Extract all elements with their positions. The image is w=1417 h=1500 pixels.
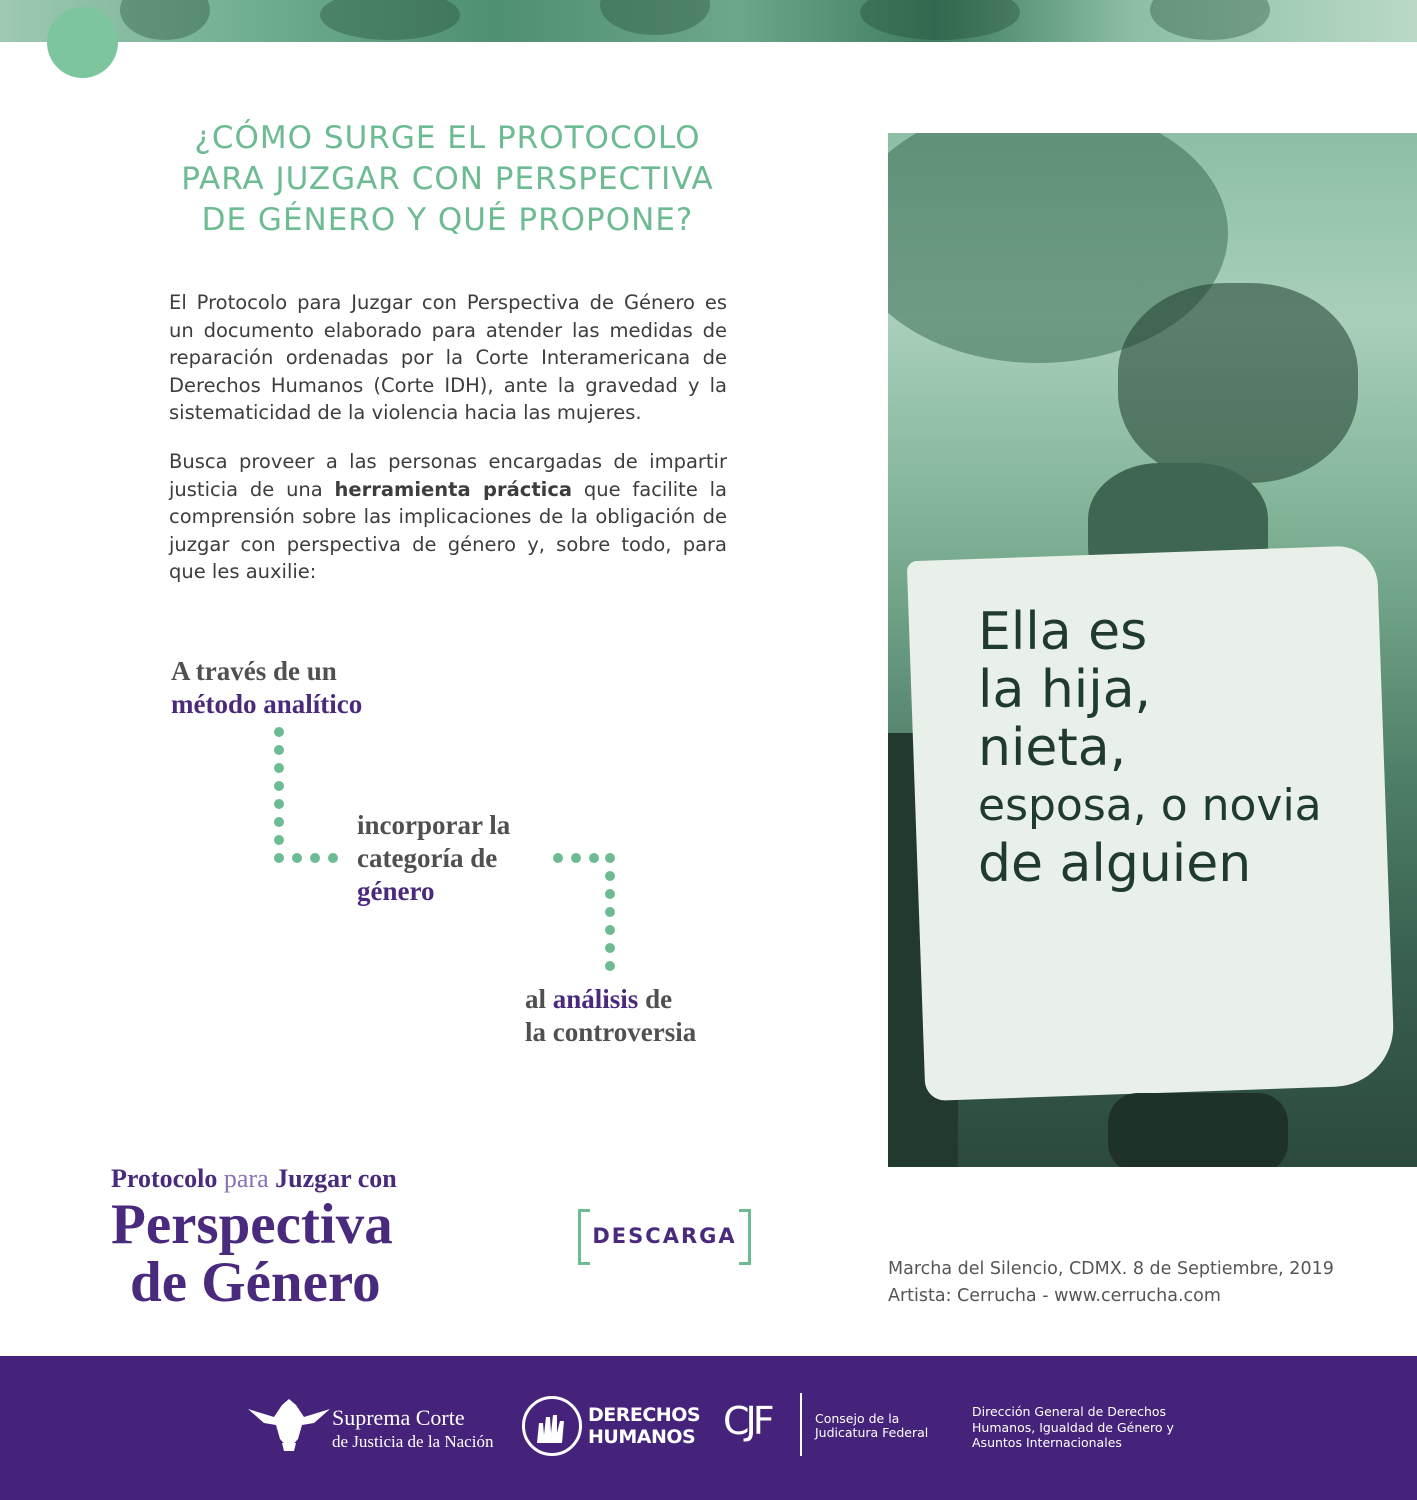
connector-dot bbox=[274, 763, 284, 773]
step-metodo-analitico: A través de un método analítico bbox=[171, 656, 363, 719]
connector-dot bbox=[274, 781, 284, 791]
protest-sign-text: Ella es la hija, nieta, esposa, o novia de alguien bbox=[978, 602, 1322, 894]
march-photo bbox=[888, 133, 1417, 1167]
connector-dot bbox=[605, 907, 615, 917]
connector-dot bbox=[274, 745, 284, 755]
step-analisis-controversia: al análisis de la controversia bbox=[525, 984, 697, 1047]
connector-dot bbox=[274, 727, 284, 737]
footer bbox=[0, 1356, 1417, 1500]
hands-icon bbox=[522, 1396, 582, 1456]
connector-dot bbox=[328, 853, 338, 863]
direccion-general-text: Dirección General de Derechos Humanos, Igualdad de Género y Asuntos Internacionales bbox=[972, 1404, 1174, 1450]
connector-dot bbox=[589, 853, 599, 863]
connector-dot bbox=[292, 853, 302, 863]
page-title: ¿CÓMO SURGE EL PROTOCOLO PARA JUZGAR CON PERSPECTIVA DE GÉNERO Y QUÉ PROPONE? bbox=[181, 120, 714, 238]
top-banner-photo bbox=[0, 0, 1417, 42]
connector-dot bbox=[605, 961, 615, 971]
protocol-brand-logo: Protocolo para Juzgar con Perspectiva de Género bbox=[111, 1164, 397, 1314]
download-label: DESCARGA bbox=[592, 1224, 737, 1248]
connector-dot bbox=[605, 853, 615, 863]
cjf-name: Consejo de la Judicatura Federal bbox=[815, 1411, 929, 1440]
bracket-left bbox=[578, 1209, 590, 1265]
connector-dot bbox=[310, 853, 320, 863]
step-categoria-genero: incorporar la categoría de género bbox=[357, 810, 511, 906]
connector-dot bbox=[605, 925, 615, 935]
intro-paragraph: El Protocolo para Juzgar con Perspectiva de Género es un documento elaborado para atender las medidas de reparación ordenadas por la Corte Interamericana de Derechos Humanos (Corte IDH), ante la gravedad y la sistematicidad de la violencia hacia las mujeres. bbox=[169, 291, 727, 424]
scjn-logo: Suprema Corte de Justicia de la Nación bbox=[332, 1405, 494, 1451]
decorative-circle bbox=[47, 7, 118, 78]
download-button[interactable] bbox=[578, 1209, 751, 1263]
connector-dot bbox=[553, 853, 563, 863]
derechos-humanos-logo: DERECHOS HUMANOS bbox=[588, 1404, 701, 1448]
photo-caption: Marcha del Silencio, CDMX. 8 de Septiembre, 2019 Artista: Cerrucha - www.cerrucha.com bbox=[888, 1259, 1334, 1306]
connector-dot bbox=[274, 817, 284, 827]
connector-dot bbox=[274, 835, 284, 845]
eagle-emblem-icon bbox=[244, 1395, 334, 1453]
highlight-text: herramienta práctica bbox=[334, 477, 573, 501]
bracket-right bbox=[739, 1209, 751, 1265]
cjf-divider bbox=[800, 1393, 802, 1456]
purpose-paragraph: Busca proveer a las personas encargadas de impartir justicia de una herramienta práctica que facilite la comprensión sobre las implicaciones de la obligación de juzgar con perspectiva de género y, sobre todo, para que les auxilie: bbox=[169, 450, 727, 583]
connector-dot bbox=[605, 889, 615, 899]
connector-dot bbox=[605, 871, 615, 881]
connector-dot bbox=[605, 943, 615, 953]
connector-dot bbox=[274, 853, 284, 863]
connector-dot bbox=[571, 853, 581, 863]
connector-dot bbox=[274, 799, 284, 809]
cjf-logo: CJF bbox=[723, 1399, 771, 1443]
